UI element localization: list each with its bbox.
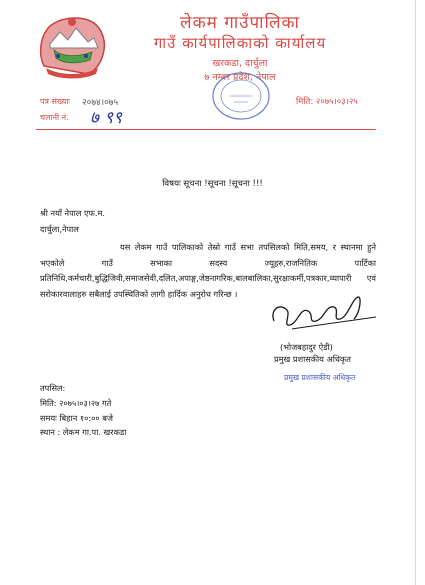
letter-date bbox=[296, 96, 358, 107]
letter-no-label: पत्र संख्याः bbox=[40, 97, 70, 106]
office-subtitle: गाउँ कार्यपालिकाको कार्यालय bbox=[153, 34, 327, 52]
office-stamp-icon bbox=[210, 70, 272, 122]
details-place: स्थान : लेकम गा.पा. खरकडा bbox=[40, 427, 127, 438]
subject-line: विषयः सूचना !सूचना !सूचना !!! bbox=[162, 179, 263, 189]
details-heading: तपसिल: bbox=[40, 383, 66, 393]
signatory-title-stamp: प्रमुख प्रशासकीय अधिकृत bbox=[284, 373, 356, 382]
details-time: समयः बिहान १०:०० बजे bbox=[40, 412, 113, 423]
letter-no-value: २०७४।०७५ bbox=[82, 98, 119, 108]
dispatch-no-value: ७ ९९ bbox=[90, 108, 122, 128]
letterhead-divider bbox=[36, 129, 376, 130]
details-date: मिति: २०७५।०३।२७ गते bbox=[40, 397, 112, 408]
notice-body: यस लेकम गाउँ पालिकाको तेस्रो गाउँ सभा तपसिलको मिति,समय, र स्थानमा हुने भएकोले गाउँ सभाका सदस्य ज्यूहरु,राजनितिक पार्टिका प्रतिनिधि,कर्मचारी,बुद्धिजिवी,समाजसेवी,दलित,अपाङ्ग,जेष्ठनागरिक,बालबालिका,सुरक्षाकर्मी,पत्रकार,व्यापारी एवं सरोकारवालाहरु सबैलाई उपस्थितिको लागी हार्दिक अनुरोध गरिन्छ । bbox=[40, 242, 376, 299]
office-name: लेकम गाउँपालिका bbox=[180, 13, 300, 33]
notice-details bbox=[40, 381, 126, 440]
signatory-title: प्रमुख प्रशासकीय अधिकृत bbox=[274, 354, 351, 364]
recipient-name: श्री नयाँ नेपाल एफ.म. bbox=[40, 208, 105, 218]
dispatch-no-label: चलानी नं. bbox=[40, 113, 69, 122]
recipient-address: दार्चुला,नेपाल bbox=[40, 224, 79, 234]
page-edge bbox=[415, 0, 416, 585]
office-address: खरकडा, दार्चुला bbox=[212, 58, 268, 69]
date-value: २०७५।०३।२५ bbox=[315, 97, 358, 107]
date-label: मिति: bbox=[296, 97, 314, 107]
signatory-name: (भोजबहादुर ऐडी) bbox=[280, 342, 333, 352]
office-province: ७ नम्बर प्रदेश, नेपाल bbox=[204, 72, 276, 83]
signature-icon bbox=[268, 283, 378, 343]
